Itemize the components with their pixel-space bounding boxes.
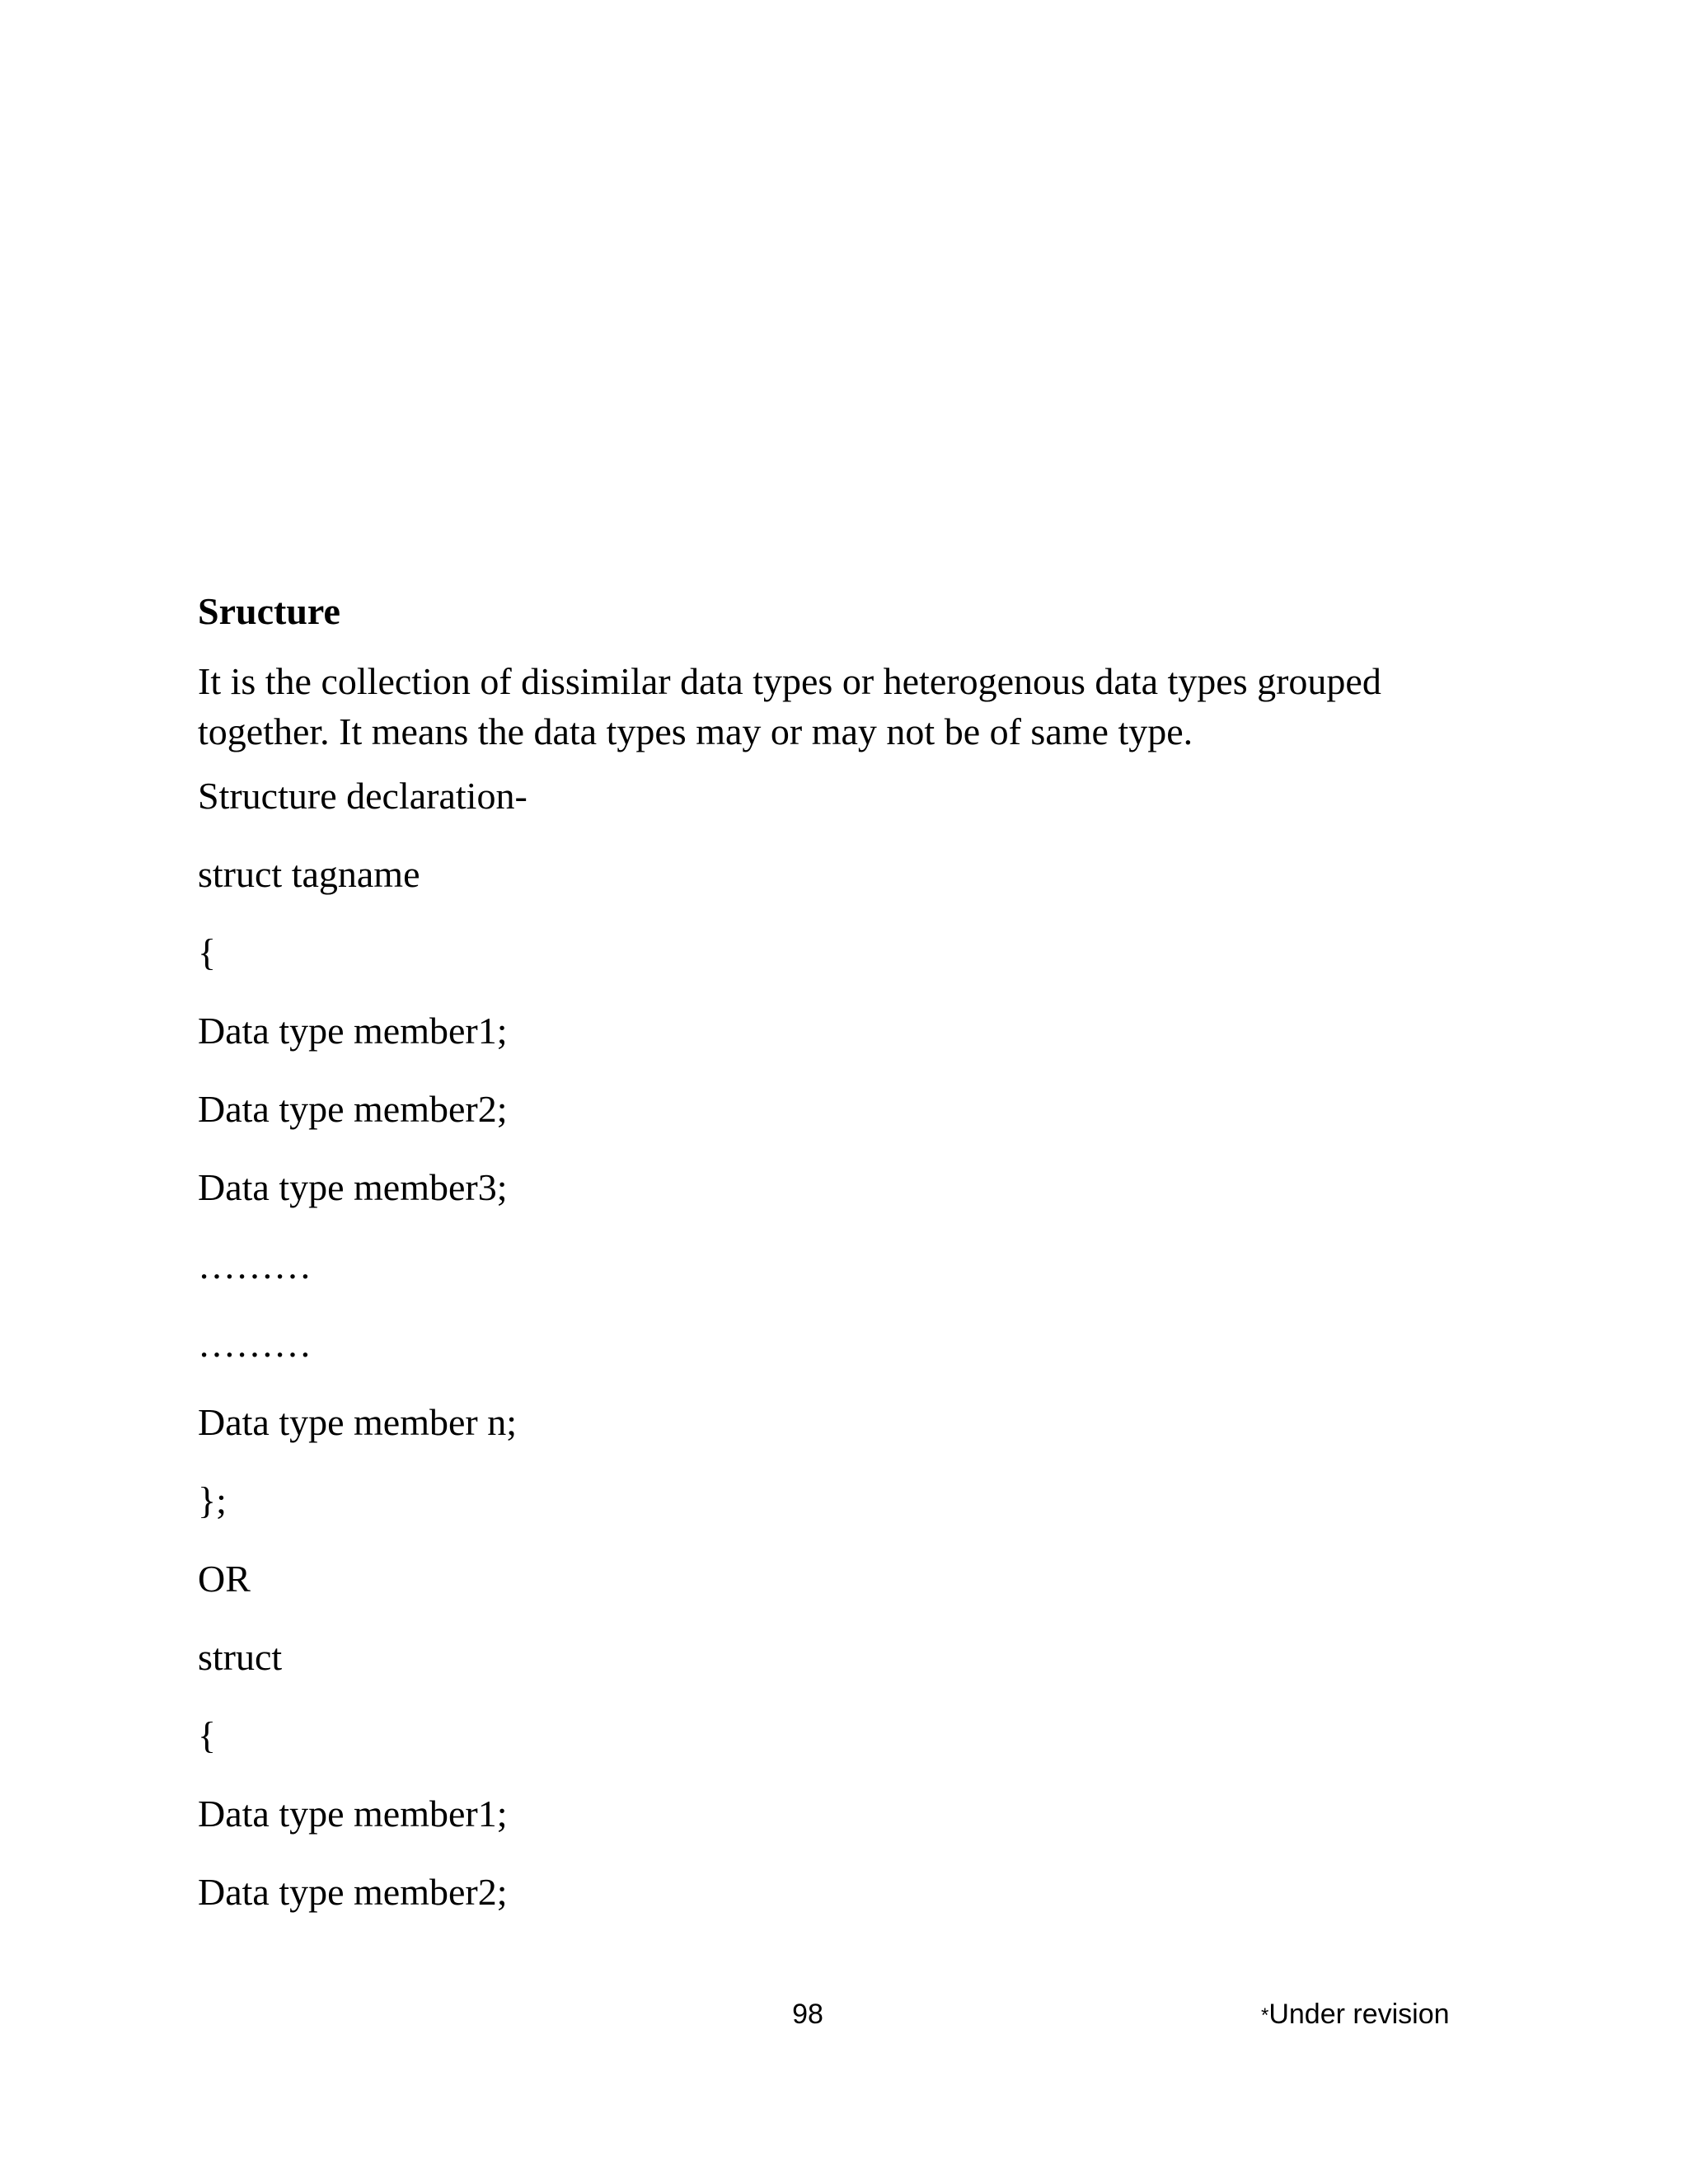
text-line-declaration-label: Structure declaration-: [198, 775, 528, 817]
code-line-open-brace: {: [198, 1714, 217, 1756]
code-line-member1: Data type member1;: [198, 1793, 508, 1835]
code-line-member-n: Data type member n;: [198, 1401, 518, 1443]
code-line-member2: Data type member2;: [198, 1871, 508, 1913]
code-line-member2: Data type member2;: [198, 1088, 508, 1130]
code-line-ellipsis: ………: [198, 1323, 312, 1365]
code-line-member3: Data type member3;: [198, 1166, 508, 1208]
code-line-close-brace: };: [198, 1479, 227, 1521]
revision-marker: *: [1261, 2004, 1269, 2027]
revision-text: Under revision: [1268, 1999, 1450, 2030]
code-line-struct: struct: [198, 1636, 283, 1678]
code-line-member1: Data type member1;: [198, 1010, 508, 1052]
intro-paragraph: It is the collection of dissimilar data types or heterogenous data types grouped together. It means the data types may or may not be of same type.: [198, 660, 1381, 752]
code-line-struct-tagname: struct tagname: [198, 853, 420, 895]
revision-note: [1261, 1996, 1450, 2034]
page-number: 98: [792, 1999, 823, 2030]
section-heading: Sructure: [198, 590, 340, 632]
text-line-or: OR: [198, 1558, 251, 1600]
code-line-open-brace: {: [198, 931, 217, 973]
page-content: [198, 579, 1492, 1931]
code-line-ellipsis: ………: [198, 1244, 312, 1286]
